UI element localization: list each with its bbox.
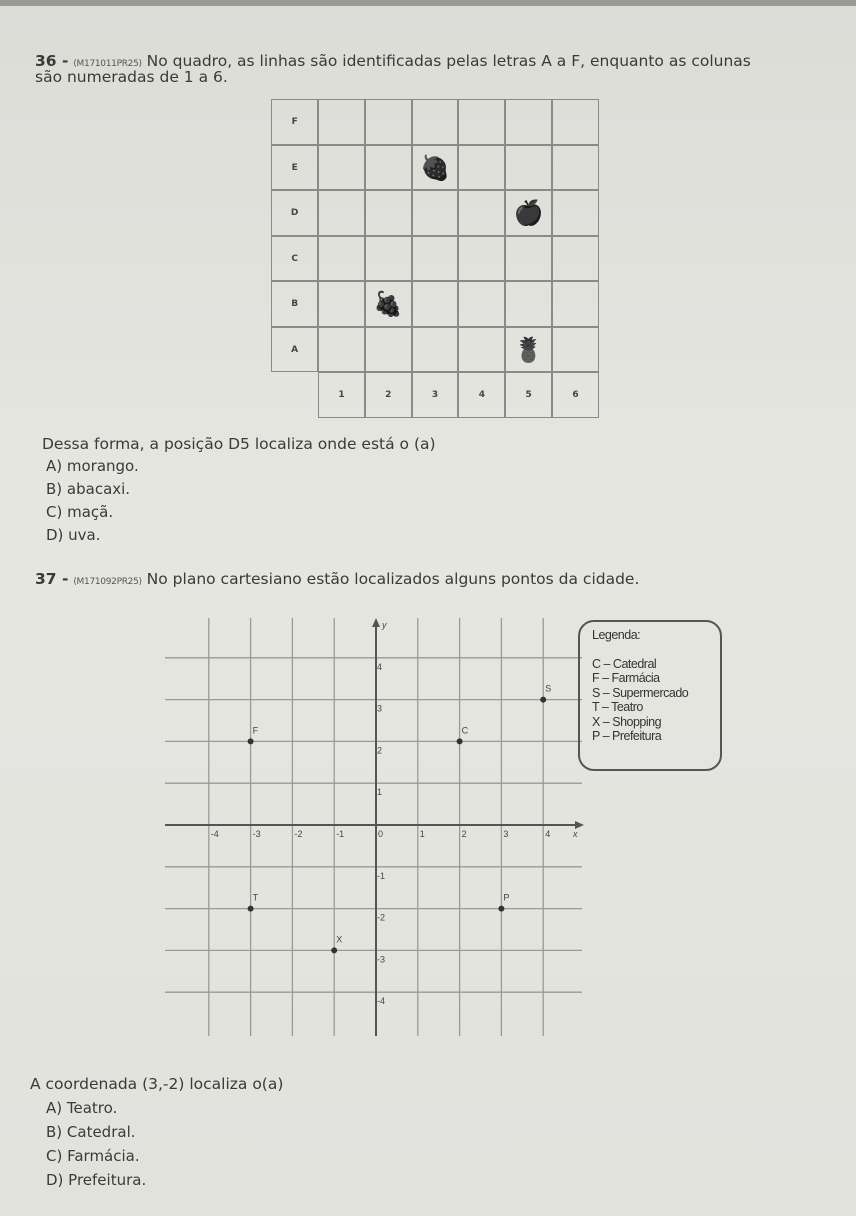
point-label-x: X — [336, 934, 343, 945]
y-tick-label: 1 — [377, 787, 383, 798]
row-label-a: A — [271, 327, 318, 373]
point-label-s: S — [545, 683, 552, 694]
point-s — [540, 697, 546, 703]
row-label-d: D — [271, 190, 318, 236]
point-label-c: C — [461, 725, 469, 736]
x-axis-label: x — [573, 829, 578, 839]
q36-option-d[interactable]: D) uva. — [46, 526, 101, 544]
y-axis-label: y — [382, 620, 387, 630]
point-label-f: F — [252, 725, 259, 736]
row-label-b: B — [271, 281, 318, 327]
point-label-p: P — [503, 892, 510, 903]
q37-code: (M171092PR25) — [73, 577, 142, 587]
strawberry-icon: 🍓 — [420, 153, 450, 182]
apple-icon: 🍎 — [513, 199, 544, 227]
q37-number: 37 - — [35, 570, 69, 588]
point-t — [248, 906, 254, 912]
y-tick-label: -1 — [377, 870, 386, 881]
q37-option-d[interactable]: D) Prefeitura. — [46, 1171, 147, 1189]
q36-option-a[interactable]: A) morango. — [46, 457, 139, 475]
y-tick-label: 3 — [377, 703, 383, 714]
q36-number: 36 - — [35, 52, 69, 70]
pineapple-icon: 🍍 — [513, 335, 544, 364]
y-tick-label: -3 — [377, 954, 386, 965]
col-label-4: 4 — [458, 372, 505, 418]
q37-prompt: A coordenada (3,-2) localiza o(a) — [30, 1075, 284, 1093]
y-axis-arrow — [372, 618, 380, 627]
point-x — [331, 947, 337, 953]
y-tick-label: -4 — [377, 996, 386, 1007]
x-axis-arrow — [575, 821, 584, 829]
point-label-t: T — [252, 892, 259, 903]
x-tick-label: -3 — [252, 829, 261, 839]
legend-item-teatro: T – Teatro — [592, 700, 643, 714]
q37-option-b[interactable]: B) Catedral. — [46, 1123, 136, 1141]
x-tick-label: -2 — [294, 829, 303, 839]
col-label-2: 2 — [365, 372, 412, 418]
col-label-5: 5 — [505, 372, 552, 418]
row-label-c: C — [271, 236, 318, 282]
q36-line2: são numeradas de 1 a 6. — [35, 68, 228, 86]
point-c — [457, 738, 463, 744]
legend-item-supermercado: S – Supermercado — [592, 685, 689, 700]
legend-box — [578, 620, 722, 771]
point-f — [248, 738, 254, 744]
col-label-3: 3 — [412, 372, 459, 418]
q37-text: No plano cartesiano estão localizados alguns pontos da cidade. — [146, 570, 640, 588]
x-tick-label: 4 — [545, 829, 551, 839]
row-label-e: E — [271, 145, 318, 191]
x-tick-label: -1 — [336, 829, 345, 839]
row-label-f: F — [271, 99, 318, 145]
x-tick-label: 0 — [378, 829, 384, 839]
y-tick-label: -2 — [377, 912, 386, 923]
legend-item-shopping: X – Shopping — [592, 714, 662, 729]
x-tick-label: 3 — [503, 829, 509, 839]
grape-icon: 🍇 — [373, 290, 404, 318]
legend-title: Legenda: — [592, 628, 641, 642]
legend-item-catedral: C – Catedral — [592, 656, 657, 671]
col-label-1: 1 — [318, 372, 365, 418]
q36-code: (M171011PR25) — [73, 59, 142, 69]
q36-option-c[interactable]: C) maçã. — [46, 503, 114, 521]
legend-item-farmacia: F – Farmácia — [592, 671, 660, 685]
q36-option-b[interactable]: B) abacaxi. — [46, 480, 131, 498]
col-label-6: 6 — [552, 372, 599, 418]
x-tick-label: -4 — [210, 829, 219, 839]
legend-item-prefeitura: P – Prefeitura — [592, 729, 662, 743]
x-tick-label: 1 — [419, 829, 425, 839]
point-p — [498, 906, 504, 912]
q37-option-a[interactable]: A) Teatro. — [46, 1099, 118, 1117]
y-tick-label: 2 — [377, 745, 383, 756]
q37-option-c[interactable]: C) Farmácia. — [46, 1147, 140, 1165]
q36-prompt: Dessa forma, a posição D5 localiza onde está o (a) — [42, 435, 436, 453]
y-tick-label: 4 — [377, 661, 383, 672]
x-tick-label: 2 — [461, 829, 467, 839]
q36-text: No quadro, as linhas são identificadas pelas letras A a F, enquanto as colunas — [146, 52, 751, 70]
